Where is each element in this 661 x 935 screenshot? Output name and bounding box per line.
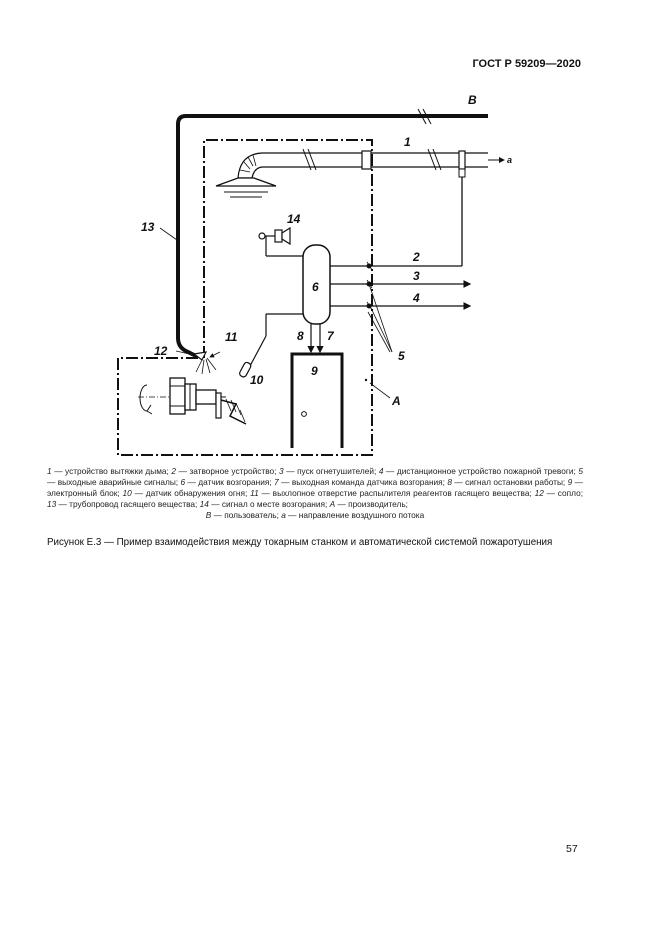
label-7: 7 bbox=[327, 329, 334, 343]
legend-item-number: 13 bbox=[47, 499, 57, 509]
page-number: 57 bbox=[566, 843, 578, 855]
label-1: 1 bbox=[404, 135, 411, 149]
label-b: B bbox=[468, 93, 477, 107]
legend-item: 10 — датчик обнаружения огня; bbox=[122, 488, 251, 498]
emergency-output-junctions bbox=[367, 262, 393, 352]
legend-item-number: 14 bbox=[199, 499, 209, 509]
legend-item: 4 — дистанционное устройство пожарной тревоги; bbox=[378, 466, 579, 476]
legend-item: A — производитель; bbox=[329, 499, 408, 509]
legend-last-line bbox=[47, 510, 583, 521]
label-8: 8 bbox=[297, 329, 304, 343]
legend-body bbox=[47, 466, 583, 510]
label-5: 5 bbox=[398, 349, 405, 363]
legend-item: 7 — выходная команда датчика возгорания; bbox=[274, 477, 448, 487]
legend-item: 13 — трубопровод гасящего вещества; bbox=[47, 499, 200, 509]
legend-item-number: 11 bbox=[250, 488, 259, 498]
label-3: 3 bbox=[413, 269, 420, 283]
legend-item: 6 — датчик возгорания; bbox=[180, 477, 275, 487]
legend-item-number: 6 bbox=[180, 477, 186, 487]
extinguishing-pipeline bbox=[178, 109, 488, 357]
legend-item-number: A bbox=[329, 499, 336, 509]
legend-item: 5 — выходные аварийные сигналы; bbox=[47, 466, 583, 487]
legend-item: 2 — затворное устройство; bbox=[171, 466, 280, 476]
label-a: A bbox=[392, 394, 401, 408]
figure-caption: Рисунок Е.3 — Пример взаимодействия между токарным станком и автоматической системой пожаротушения bbox=[47, 537, 553, 548]
legend-item: 8 — сигнал остановки работы; bbox=[447, 477, 568, 487]
lathe-machine bbox=[138, 378, 246, 424]
legend-item-number: B bbox=[205, 510, 212, 520]
standard-header: ГОСТ Р 59209—2020 bbox=[472, 58, 581, 70]
legend-item-number: 12 bbox=[534, 488, 544, 498]
legend-item: 1 — устройство вытяжки дыма; bbox=[47, 466, 172, 476]
legend-item-number: 10 bbox=[122, 488, 132, 498]
legend-item-number: 8 bbox=[447, 477, 452, 487]
label-2: 2 bbox=[413, 250, 420, 264]
label-14: 14 bbox=[287, 212, 301, 226]
legend-item-number: 5 bbox=[578, 466, 583, 476]
label-12: 12 bbox=[154, 344, 168, 358]
label-11: 11 bbox=[225, 330, 238, 344]
legend-item-number: 9 bbox=[567, 477, 573, 487]
legend-item-number: 7 bbox=[274, 477, 279, 487]
label-a-flow: а bbox=[507, 155, 513, 165]
nozzle bbox=[194, 352, 220, 374]
shutter-line bbox=[330, 169, 465, 266]
legend-item: 11 — выхлопное отверстие распылителя реагентов гасящего вещества; bbox=[250, 488, 535, 498]
legend-item: 3 — пуск огнетушителей; bbox=[279, 466, 379, 476]
fire-location-signal bbox=[259, 228, 303, 256]
label-9: 9 bbox=[311, 364, 318, 378]
figure-legend bbox=[47, 466, 583, 521]
legend-item-number: 4 bbox=[378, 466, 384, 476]
legend-item-number: 2 bbox=[171, 466, 177, 476]
label-10: 10 bbox=[250, 373, 264, 387]
leader-lines bbox=[160, 228, 390, 398]
legend-item-number: 1 bbox=[47, 466, 52, 476]
label-13: 13 bbox=[141, 220, 155, 234]
legend-item-number: 3 bbox=[279, 466, 284, 476]
label-6: 6 bbox=[312, 280, 319, 294]
legend-item: 9 — электронный блок; bbox=[47, 477, 583, 498]
legend-item-number: а bbox=[281, 510, 286, 520]
legend-item: 14 — сигнал о месте возгорания; bbox=[199, 499, 330, 509]
label-4: 4 bbox=[413, 291, 420, 305]
legend-item: а — направление воздушного потока bbox=[281, 510, 425, 520]
legend-item: B — пользователь; bbox=[205, 510, 282, 520]
legend-item: 12 — сопло; bbox=[534, 488, 584, 498]
